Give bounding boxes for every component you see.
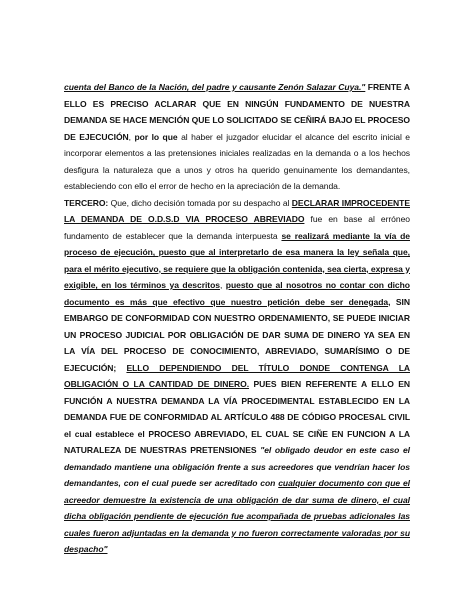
conclusion-connector: por lo que bbox=[134, 131, 178, 142]
separator-text: , bbox=[128, 131, 135, 142]
peticion-denegada-statement: puesto que al nosotros no contar con dicho documento es más que efectivo que nuestro petición debe ser denegada bbox=[64, 280, 410, 307]
quoted-citation: cuenta del Banco de la Nación, del padre y causante Zenón Salazar Cuya." bbox=[64, 82, 366, 92]
separator-text-2: , bbox=[219, 280, 226, 290]
section-heading-tercero: TERCERO: bbox=[64, 197, 109, 208]
fundamento-text: fue en base al erróneo fundamento de establecer que la demanda interpuesta bbox=[64, 214, 410, 241]
paragraph-2 bbox=[64, 195, 410, 558]
decision-text: Que, dicho decisión tomada por su despacho al bbox=[108, 197, 292, 208]
document-body bbox=[64, 79, 410, 558]
paragraph-1 bbox=[64, 79, 410, 195]
argument-text: al haber el juzgador elucidar el alcance del escrito inicial e incorporar elementos a las pretensiones iniciales realizadas en la demanda o a los hechos desfigura la naturaleza que a unos y otros ha querido genuinamente los demandantes, estableciendo con ello el error de hecho en la apreciación de la demanda. bbox=[64, 131, 410, 191]
titulo-obligacion-statement: ELLO DEPENDIENDO DEL TÍTULO DONDE CONTENGA LA OBLIGACIÓN O LA CANTIDAD DE DINERO. bbox=[64, 362, 410, 389]
obligado-deudor-quote: "el obligado deudor en este caso el demandado mantiene una obligación frente a sus acreedores que vendrían hacer los demandantes, con el cual puede ser acreditado con bbox=[64, 445, 410, 488]
documento-acreedor-quote: cualquier documento con que el acreedor demuestre la existencia de una obligación de dar suma de dinero, el cual dicha obligación pendiente de ejecución fue acompañada de pruebas adicionales las cuales fueron adjuntadas en la demanda y no fueron correctamente valoradas por su despacho" bbox=[64, 478, 410, 554]
via-ejecucion-statement: se realizará mediante la vía de proceso de ejecución, puesto que al interpretarlo de esa manera la ley señala que, para el mérito ejecutivo, se requiere que la obligación contenida, sea cierta, expresa y exigible, en los términos ya descritos bbox=[64, 230, 410, 290]
sin-embargo-statement: , SIN EMBARGO DE CONFORMIDAD CON NUESTRO ORDENAMIENTO, SE PUEDE INICIAR UN PROCESO JUDICIAL POR OBLIGACIÓN DE DAR SUMA DE DINERO YA SEA EN LA VÍA DEL PROCESO DE CONOCIMIENTO, ABREVIADO, SUMARÍSIMO O DE EJECUCIÓN; bbox=[64, 296, 410, 373]
clarification-statement: FRENTE A ELLO ES PRECISO ACLARAR QUE EN NINGÚN FUNDAMENTO DE NUESTRA DEMANDA SE HACE MENCIÓN QUE LO SOLICITADO SE CEÑIRÁ BAJO EL PROCESO DE EJECUCIÓN bbox=[64, 82, 411, 142]
improcedente-statement: DECLARAR IMPROCEDENTE LA DEMANDA DE O.D.S.D VIA PROCESO ABREVIADO bbox=[64, 197, 410, 224]
via-procedimental-statement: PUES BIEN REFERENTE A ELLO EN FUNCIÓN A NUESTRA DEMANDA LA VÍA PROCEDIMENTAL ESTABLECIDO EN LA DEMANDA FUE DE CONFORMIDAD AL ARTÍCULO 488 DE CÓDIGO PROCESAL CIVIL el cual establece el PROCESO ABREVIADO, EL CUAL SE CIÑE EN FUNCION A LA NATURALEZA DE NUESTRAS PRETENSIONES bbox=[64, 379, 410, 455]
